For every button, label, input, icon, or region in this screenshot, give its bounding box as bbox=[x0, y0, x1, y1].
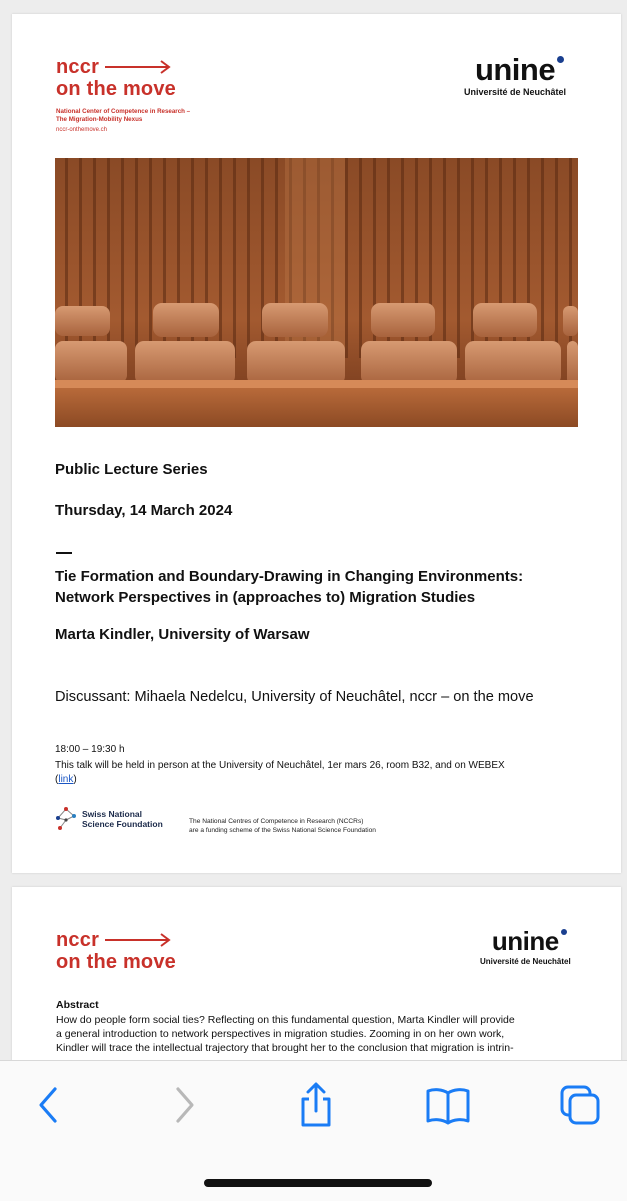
snsf-network-icon bbox=[54, 806, 78, 832]
link-paren-close: ) bbox=[73, 774, 77, 785]
lecture-title-line-1: Tie Formation and Boundary-Drawing in Changing Environments: bbox=[55, 568, 524, 585]
snsf-line-2: Science Foundation bbox=[82, 819, 163, 829]
nccr-logo-page-2 bbox=[56, 929, 176, 973]
venue-text: This talk will be held in person at the University of Neuchâtel, 1er mars 26, room B32, and on WEBEX bbox=[55, 760, 505, 771]
document-page-2 bbox=[12, 887, 621, 1087]
unine-subtitle-page-2: Université de Neuchâtel bbox=[480, 957, 571, 966]
arrow-right-icon bbox=[105, 933, 171, 947]
abstract-line: Kindler will trace the intellectual trajectory that brought her to the conclusion that migration is intrin- bbox=[56, 1042, 514, 1054]
unine-dot bbox=[557, 56, 564, 63]
book-icon bbox=[424, 1085, 472, 1125]
nccr-wordmark-page-2: nccr bbox=[56, 929, 100, 951]
abstract-line: a general introduction to network perspectives in migration studies. Zooming in on her own work, bbox=[56, 1028, 505, 1040]
abstract-text bbox=[56, 1013, 578, 1055]
lecture-title bbox=[55, 566, 595, 608]
tabs-icon bbox=[558, 1083, 602, 1127]
unine-logo-page-2 bbox=[480, 926, 571, 966]
funding-note-line-1: The National Centres of Competence in Research (NCCRs) bbox=[189, 818, 364, 825]
funding-note bbox=[189, 818, 376, 835]
nccr-tagline: on the move bbox=[56, 78, 176, 100]
unine-dot bbox=[561, 929, 567, 935]
lecture-series-label: Public Lecture Series bbox=[55, 461, 208, 478]
unine-wordmark-page-2: unine bbox=[491, 926, 559, 956]
discussant: Discussant: Mihaela Nedelcu, University of Neuchâtel, nccr – on the move bbox=[55, 689, 534, 705]
unine-logo bbox=[464, 52, 567, 97]
nccr-subtitle-2: The Migration-Mobility Nexus bbox=[56, 115, 143, 123]
unine-wordmark: unine bbox=[474, 52, 556, 87]
tabs-button[interactable] bbox=[552, 1079, 608, 1131]
nccr-wordmark: nccr bbox=[56, 56, 100, 78]
chevron-left-icon bbox=[35, 1085, 61, 1125]
nccr-tagline-page-2: on the move bbox=[56, 951, 176, 973]
lecture-time: 18:00 – 19:30 h bbox=[55, 744, 125, 755]
abstract-line: How do people form social ties? Reflecting on this fundamental question, Marta Kindler will provide bbox=[56, 1014, 515, 1026]
nccr-subtitle-1: National Center of Competence in Research – bbox=[56, 108, 191, 115]
nccr-url: nccr-onthemove.ch bbox=[56, 127, 108, 133]
home-indicator bbox=[204, 1179, 432, 1187]
unine-subtitle: Université de Neuchâtel bbox=[464, 87, 567, 97]
lecture-title-line-2: Network Perspectives in (approaches to) Migration Studies bbox=[55, 589, 476, 606]
browser-toolbar bbox=[0, 1060, 627, 1201]
snsf-line-1: Swiss National bbox=[82, 809, 142, 819]
share-icon bbox=[296, 1081, 336, 1129]
funding-note-line-2: are a funding scheme of the Swiss National Science Foundation bbox=[189, 826, 376, 834]
abstract-heading: Abstract bbox=[56, 999, 99, 1011]
speaker: Marta Kindler, University of Warsaw bbox=[55, 626, 310, 643]
venue-info bbox=[55, 759, 585, 787]
auditorium-chairs-photo bbox=[55, 158, 578, 427]
lecture-date: Thursday, 14 March 2024 bbox=[55, 502, 233, 519]
webex-link[interactable]: link bbox=[58, 774, 74, 785]
document-page-1 bbox=[12, 14, 621, 873]
forward-button[interactable] bbox=[157, 1079, 213, 1131]
link-paren-open: ( bbox=[55, 774, 59, 785]
separator-dash bbox=[56, 552, 72, 554]
snsf-logo bbox=[54, 806, 163, 832]
arrow-right-icon bbox=[105, 60, 171, 74]
chevron-right-icon bbox=[172, 1085, 198, 1125]
share-button[interactable] bbox=[288, 1079, 344, 1131]
back-button[interactable] bbox=[20, 1079, 76, 1131]
nccr-logo bbox=[56, 56, 190, 134]
bookmarks-button[interactable] bbox=[420, 1079, 476, 1131]
